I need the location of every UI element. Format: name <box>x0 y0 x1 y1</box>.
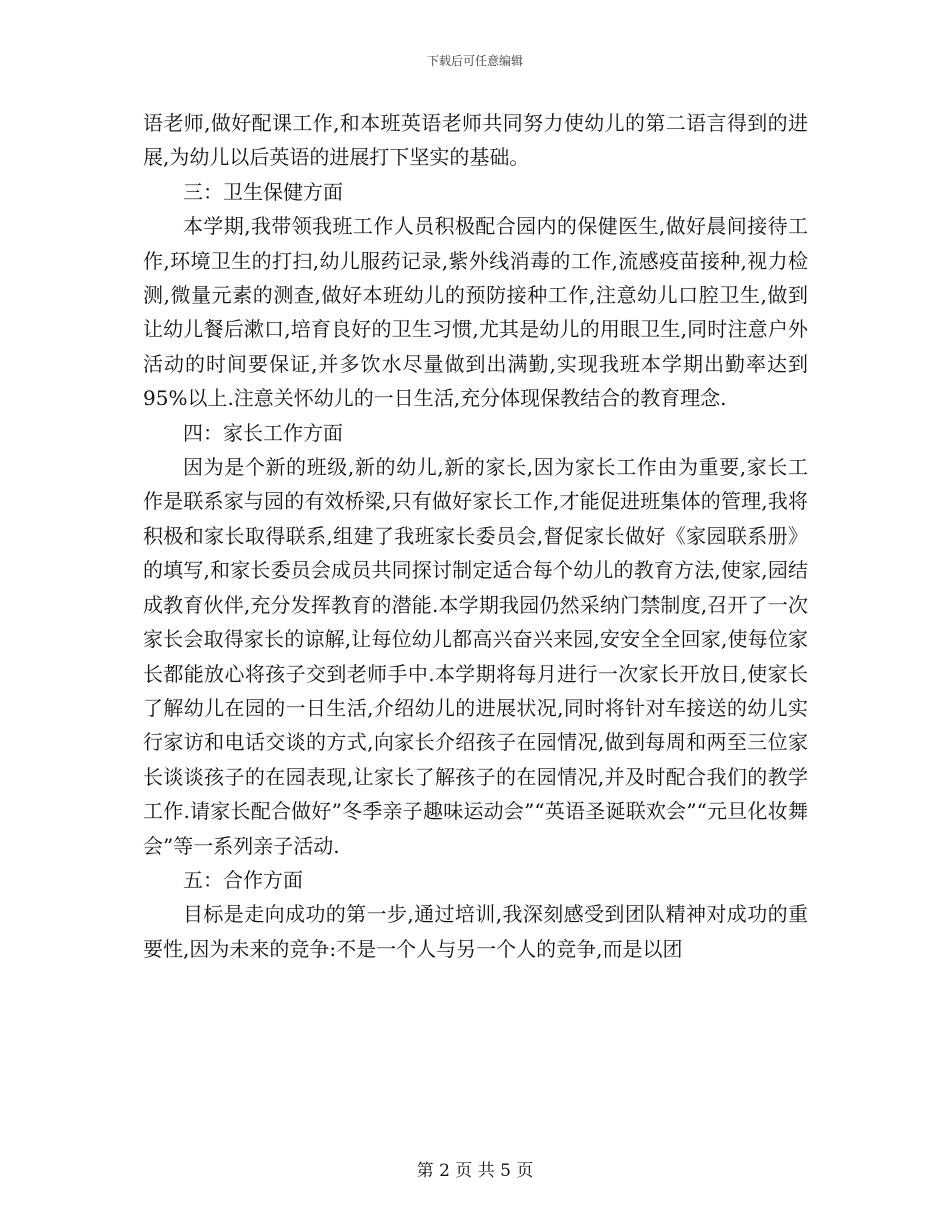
paragraph-cooperation: 目标是走向成功的第一步,通过培训,我深刻感受到团队精神对成功的重要性,因为未来的竞争:不是一个人与另一个人的竞争,而是以团 <box>143 902 808 961</box>
section-heading-parents: 四：家长工作方面 <box>183 420 343 445</box>
section-heading-cooperation: 五：合作方面 <box>183 867 303 892</box>
page-header-note: 下载后可任意编辑 <box>426 54 523 68</box>
page-number-footer: 第 2 页 共 5 页 <box>416 1161 534 1181</box>
paragraph-parents: 因为是个新的班级,新的幼儿,新的家长,因为家长工作由为重要,家长工作是联系家与园的有效桥梁,只有做好家长工作,才能促进班集体的管理,我将积极和家长取得联系,组建了我班家长委员会,督促家长做好《家园联系册》的填写,和家长委员会成员共同探讨制定适合每个幼儿的教育方法,使家,园结成教育伙伴,充分发挥教育的潜能.本学期我园仍然采纳门禁制度,召开了一次家长会取得家长的谅解,让每位幼儿都高兴奋兴来园,安安全全回家,使每位家长都能放心将孩子交到老师手中.本学期将每月进行一次家长开放日,使家长了解幼儿在园的一日生活,介绍幼儿的进展状况,同时将针对车接送的幼儿实行家访和电话交谈的方式,向家长介绍孩子在园情况,做到每周和两至三位家长谈谈孩子的在园表现,让家长了解孩子的在园情况,并及时配合我们的教学工作.请家长配合做好”冬季亲子趣味运动会”“英语圣诞联欢会”“元旦化妆舞会”等一系列亲子活动. <box>143 455 808 858</box>
section-heading-hygiene: 三：卫生保健方面 <box>183 179 343 204</box>
document-body <box>143 106 808 966</box>
paragraph-hygiene: 本学期,我带领我班工作人员积极配合园内的保健医生,做好晨间接待工作,环境卫生的打扫,幼儿服药记录,紫外线消毒的工作,流感疫苗接种,视力检测,微量元素的测查,做好本班幼儿的预防接种工作,注意幼儿口腔卫生,做到让幼儿餐后漱口,培育良好的卫生习惯,尤其是幼儿的用眼卫生,同时注意户外活动的时间要保证,并多饮水尽量做到出满勤,实现我班本学期出勤率达到95%以上.注意关怀幼儿的一日生活,充分体现保教结合的教育理念. <box>143 214 808 411</box>
paragraph-continuation: 语老师,做好配课工作,和本班英语老师共同努力使幼儿的第二语言得到的进展,为幼儿以后英语的进展打下坚实的基础。 <box>143 111 808 170</box>
